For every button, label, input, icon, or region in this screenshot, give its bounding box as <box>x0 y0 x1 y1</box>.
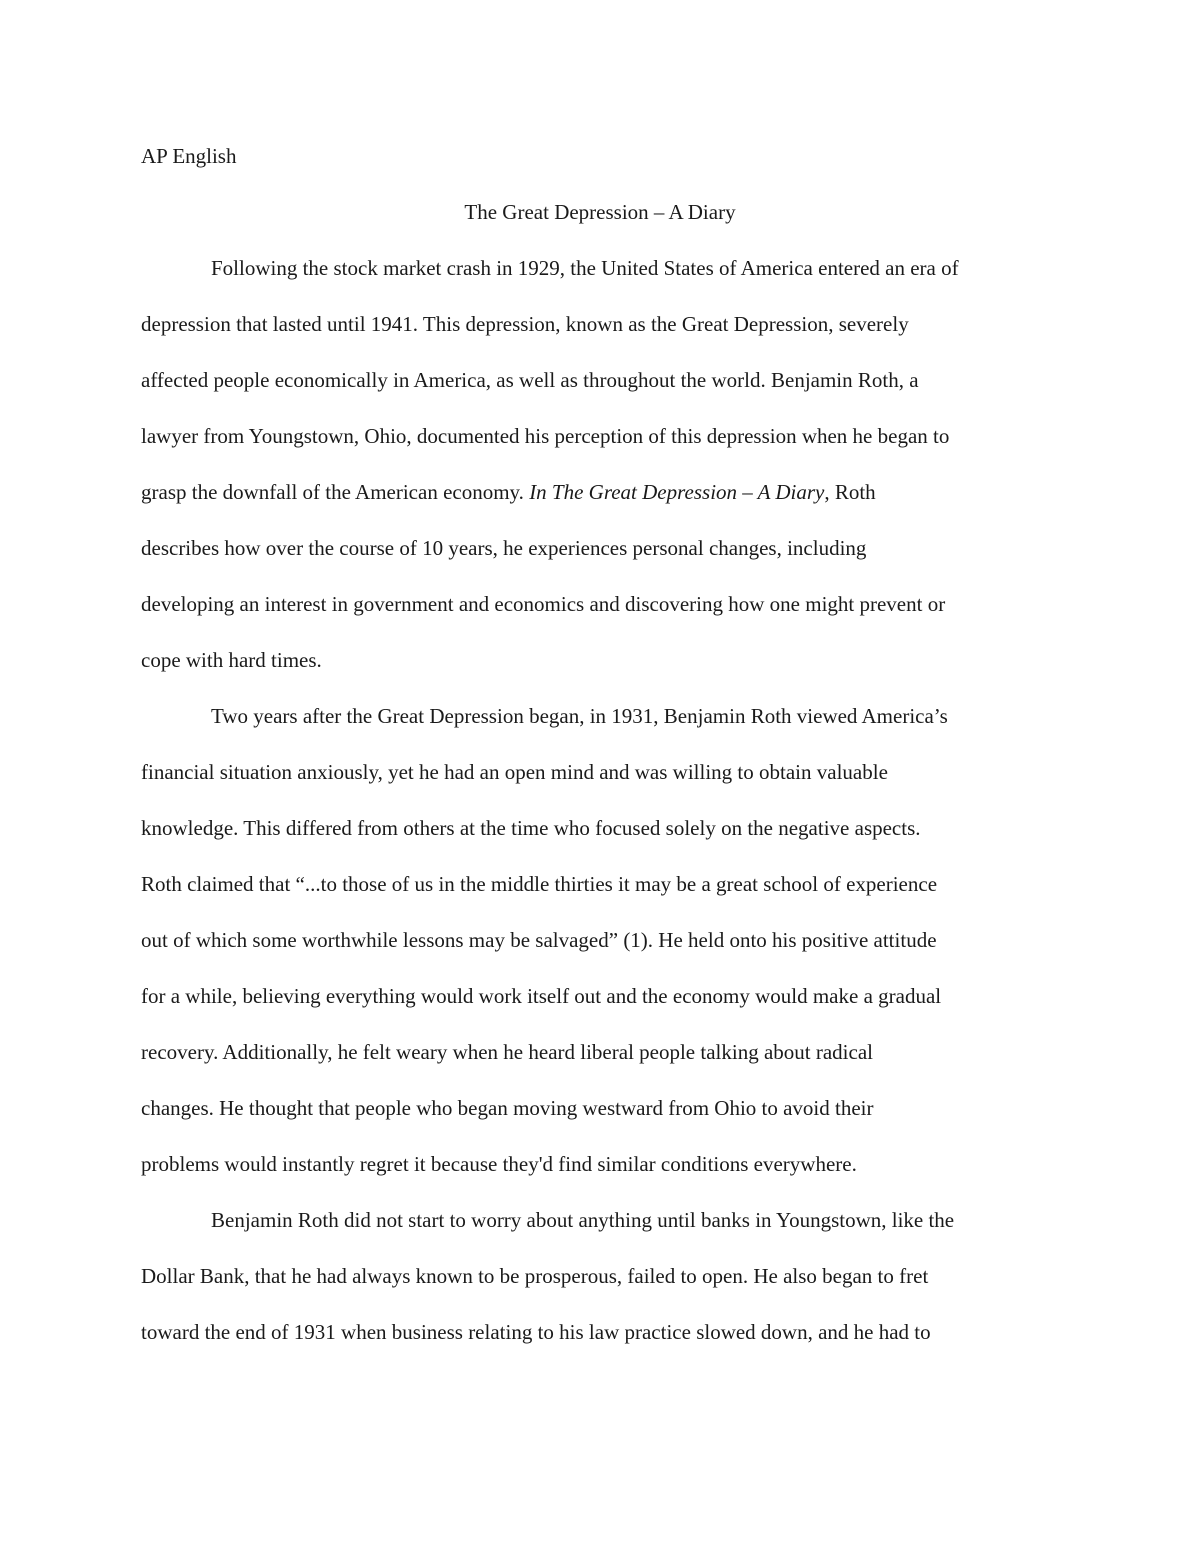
paragraph-2-line-8: changes. He thought that people who began moving westward from Ohio to avoid their <box>141 1096 874 1120</box>
paragraph-2-line-5: out of which some worthwhile lessons may be salvaged” (1). He held onto his positive attitude <box>141 928 937 952</box>
paragraph-2-line-9: problems would instantly regret it because they'd find similar conditions everywhere. <box>141 1152 857 1176</box>
book-title-italic: In The Great Depression – A Diary <box>529 480 825 504</box>
paragraph-3-line-3: toward the end of 1931 when business relating to his law practice slowed down, and he had to <box>141 1320 931 1344</box>
paragraph-2-line-1: Two years after the Great Depression began, in 1931, Benjamin Roth viewed America’s <box>211 704 948 728</box>
line-5-text-after: , Roth <box>824 480 876 504</box>
paragraph-1-line-5 <box>141 478 876 506</box>
paragraph-2-line-7: recovery. Additionally, he felt weary when he heard liberal people talking about radical <box>141 1040 873 1064</box>
paragraph-2-line-3: knowledge. This differed from others at the time who focused solely on the negative aspects. <box>141 816 921 840</box>
line-5-text-before: grasp the downfall of the American economy. <box>141 480 530 504</box>
paragraph-1-line-3: affected people economically in America, as well as throughout the world. Benjamin Roth, a <box>141 368 919 392</box>
paragraph-2-line-2: financial situation anxiously, yet he had an open mind and was willing to obtain valuable <box>141 760 888 784</box>
paragraph-1-line-6: describes how over the course of 10 years, he experiences personal changes, including <box>141 536 867 560</box>
course-name: AP English <box>141 144 237 168</box>
paragraph-1-line-8: cope with hard times. <box>141 648 322 672</box>
paragraph-1-line-2: depression that lasted until 1941. This depression, known as the Great Depression, severely <box>141 312 909 336</box>
paragraph-2-line-4: Roth claimed that “...to those of us in the middle thirties it may be a great school of experience <box>141 872 938 896</box>
paragraph-1-line-7: developing an interest in government and economics and discovering how one might prevent or <box>141 592 946 616</box>
document-title: The Great Depression – A Diary <box>464 200 736 224</box>
paragraph-3-line-1: Benjamin Roth did not start to worry about anything until banks in Youngstown, like the <box>211 1208 955 1232</box>
paragraph-3-line-2: Dollar Bank, that he had always known to be prosperous, failed to open. He also began to fret <box>141 1264 929 1288</box>
paragraph-1-line-4: lawyer from Youngstown, Ohio, documented his perception of this depression when he began to <box>141 424 950 448</box>
paragraph-1-line-1: Following the stock market crash in 1929, the United States of America entered an era of <box>211 256 959 280</box>
paragraph-2-line-6: for a while, believing everything would work itself out and the economy would make a gradual <box>141 984 942 1008</box>
